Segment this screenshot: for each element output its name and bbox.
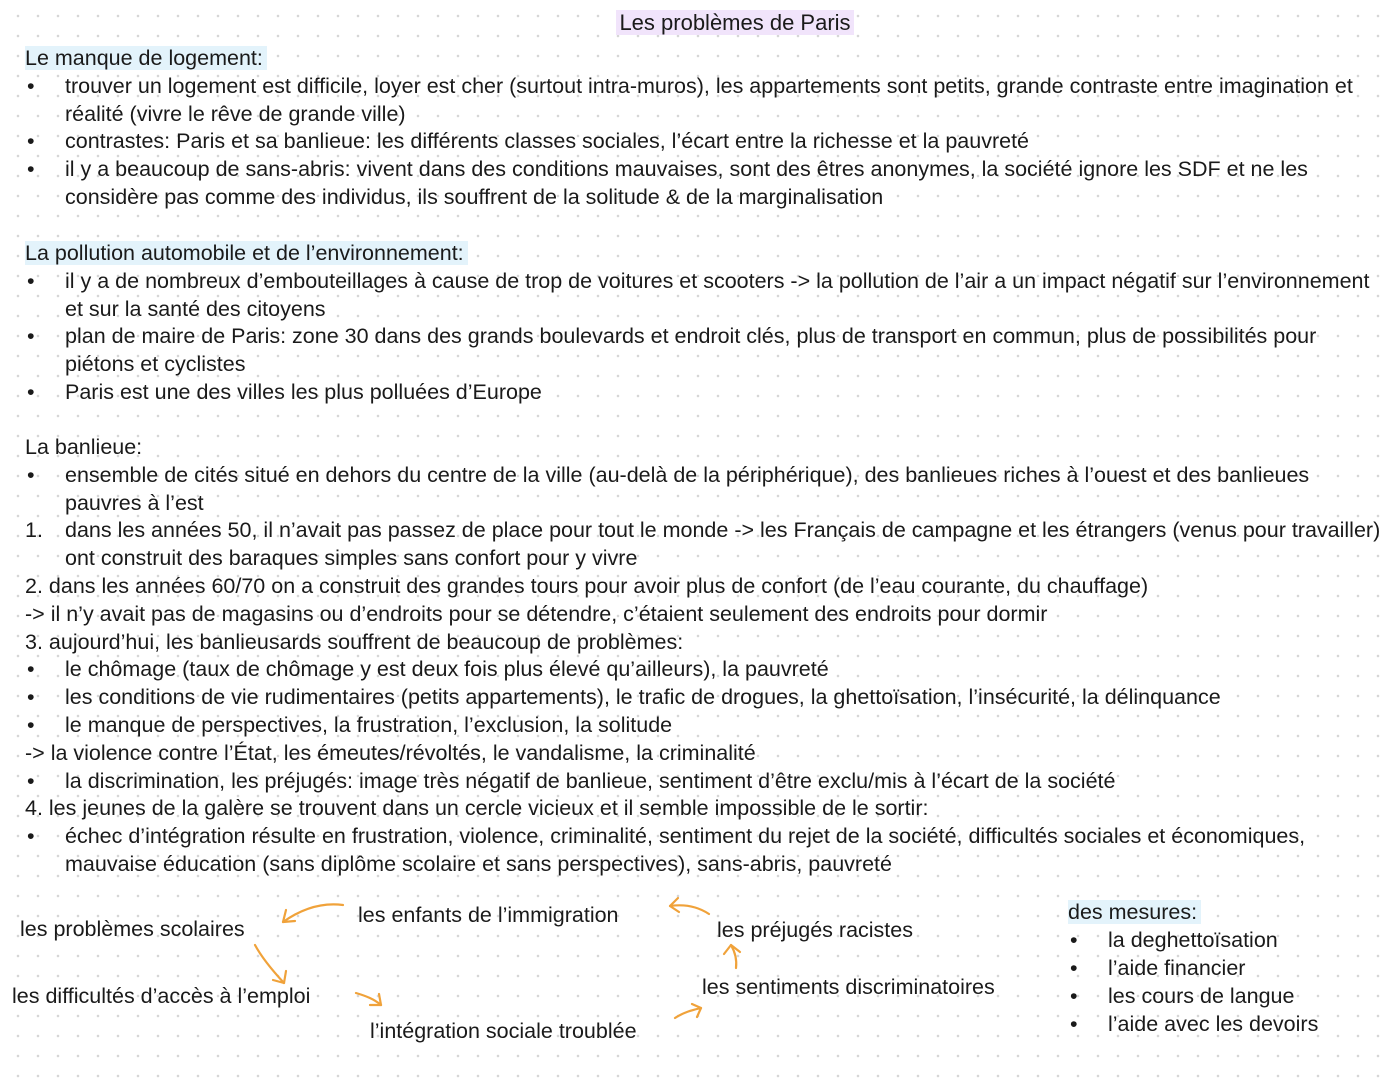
text-line: 2. dans les années 60/70 on a construit des grandes tours pour avoir plus de confort (de l’eau courante, du chauffage) [25, 573, 1149, 598]
list-item: • ensemble de cités situé en dehors du centre de la ville (au-delà de la périphérique), des banlieues riches à l’ouest et des banlieues pauvres à l’est [27, 462, 1310, 515]
diagram-node-difficultes-emploi: les difficultés d’accès à l’emploi [12, 984, 311, 1008]
section-heading: La pollution automobile et de l’environnement: [25, 240, 1387, 268]
arrow-head [370, 994, 381, 1005]
section-banlieue [25, 434, 1387, 879]
arrow-head [273, 971, 286, 983]
bullet-mark: • [27, 685, 35, 710]
list-item: • échec d’intégration résulte en frustration, violence, criminalité, sentiment du rejet de la société, difficultés sociales et économiques, mauvaise éducation (sans diplôme scolaire et sans perspectives), sans-abris, pauvreté [27, 824, 1306, 876]
arrow-head [283, 910, 295, 922]
diagram-node-integration-troublee: l’intégration sociale troublée [370, 1019, 637, 1043]
list-item: • la deghettoïsation [1070, 928, 1278, 952]
list-item: • il y a de nombreux d’embouteillages à cause de trop de voitures et scooters -> la pollution de l’air a un impact négatif sur l’environnement et sur la santé des citoyens [27, 268, 1370, 321]
section-heading: La banlieue: [25, 435, 143, 459]
bullet-mark: • [27, 268, 35, 293]
bullet-mark: • [27, 712, 35, 737]
list-item: • l’aide financier [1070, 956, 1246, 980]
numbered-item: 1. dans les années 50, il n’avait pas passez de place pour tout le monde -> les Français de campagne et les étrangers (venus pour travailler) ont construit des baraques simples sans confort pour y vivre [25, 518, 1381, 571]
arrow-head [692, 1004, 701, 1017]
arrow-head [670, 898, 679, 912]
list-item: • les conditions de vie rudimentaires (petits appartements), le trafic de drogues, la ghettoïsation, l’insécurité, la délinquance [25, 684, 1387, 712]
text-line: -> il n’y avait pas de magasins ou d’endroits pour se détendre, c’étaient seulement des endroits pour dormir [25, 601, 1048, 626]
bullet-mark: • [1070, 956, 1078, 980]
list-item: • il y a beaucoup de sans-abris: vivent dans des conditions mauvaises, sont des êtres anonymes, la société ignore les SDF et ne les considère pas comme des individus, ils souffrent de la solitude & de la marginalisation [27, 157, 1308, 209]
bullet-mark: • [27, 324, 35, 349]
diagram-node-sentiments-discriminatoires: les sentiments discriminatoires [702, 975, 995, 999]
bullet-mark: • [27, 768, 35, 793]
page-title-text: Les problèmes de Paris [616, 10, 853, 35]
bullet-mark: • [1070, 984, 1078, 1008]
bullet-mark: • [27, 129, 35, 154]
arrow-head [724, 945, 740, 954]
list-item: • Paris est une des villes les plus polluées d’Europe [25, 379, 1387, 407]
arrow-emploi-to-integration [356, 993, 381, 1005]
list-item: • la discrimination, les préjugés: image très négatif de banlieue, sentiment d’être exclu/mis à l’écart de la société [25, 768, 1387, 796]
bullet-mark: • [27, 73, 35, 98]
mesures-list [1068, 898, 1388, 1038]
diagram-node-problemes-scolaires: les problèmes scolaires [20, 917, 245, 941]
text-line: 4. les jeunes de la galère se trouvent dans un cercle vicieux et il semble impossible de le sortir: [25, 796, 929, 821]
bullet-mark: • [27, 657, 35, 682]
list-item: • trouver un logement est difficile, loyer est cher (surtout intra-muros), les appartements sont petits, grande contraste entre imagination et réalité (vivre le rêve de grande ville) [27, 73, 1353, 126]
bullet-mark: • [27, 379, 35, 404]
text-line: -> la violence contre l’État, les émeutes/révoltés, le vandalisme, la criminalité [25, 740, 756, 765]
mesures-heading: des mesures: [1068, 898, 1388, 926]
diagram-node-enfants-immigration: les enfants de l’immigration [358, 903, 619, 927]
section-pollution [25, 240, 1387, 407]
bullet-mark: • [27, 824, 35, 849]
arrow-scolaires-to-emploi [255, 945, 284, 983]
arrow-enfants-to-scolaires [283, 904, 343, 922]
arrow-prejuges-to-enfants [670, 905, 709, 914]
section-logement [25, 45, 1387, 212]
list-item: • plan de maire de Paris: zone 30 dans des grands boulevards et endroit clés, plus de transport en commun, plus de possibilités pour piétons et cyclistes [27, 324, 1317, 377]
list-item: • l’aide avec les devoirs [1070, 1012, 1319, 1036]
diagram-node-prejuges-racistes: les préjugés racistes [717, 918, 913, 942]
number-mark: 1. [25, 518, 43, 543]
bullet-mark: • [27, 462, 35, 487]
list-item: • le manque de perspectives, la frustration, l’exclusion, la solitude [25, 712, 1387, 740]
page-title [0, 10, 1394, 36]
bullet-mark: • [1070, 1012, 1078, 1036]
arrow-integration-to-sentiments [675, 1008, 701, 1018]
list-item: • contrastes: Paris et sa banlieue: les différents classes sociales, l’écart entre la richesse et la pauvreté [25, 128, 1387, 156]
bullet-mark: • [27, 157, 35, 182]
text-line: 3. aujourd’hui, les banlieusards souffrent de beaucoup de problèmes: [25, 629, 684, 654]
list-item: • le chômage (taux de chômage y est deux fois plus élevé qu’ailleurs), la pauvreté [25, 656, 1387, 684]
list-item: • les cours de langue [1070, 984, 1295, 1008]
arrow-sentiments-to-prejuges [731, 945, 736, 968]
section-heading: Le manque de logement: [25, 45, 1387, 73]
bullet-mark: • [1070, 928, 1078, 952]
